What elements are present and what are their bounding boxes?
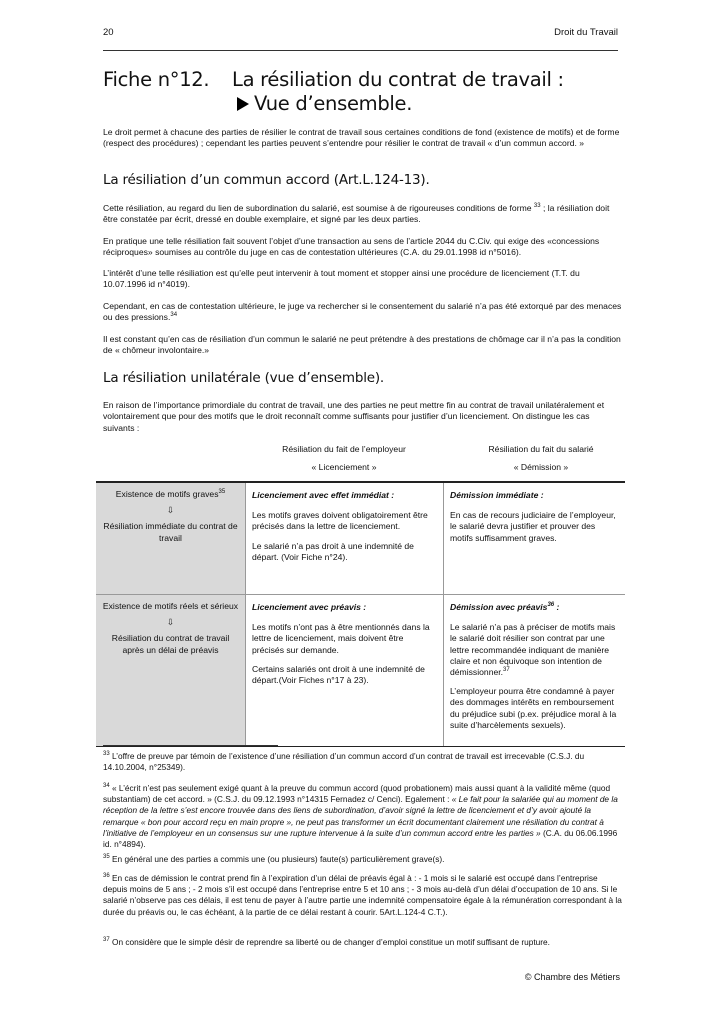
header-rule <box>103 50 618 51</box>
cell-licenciement-preavis: Licenciement avec préavis : Les motifs n’ont pas à être mentionnés dans la lettre de licenciement, mais doivent être précisés sur demande. Certains salariés ont droit à une indemnité de départ.(Voir Fiches n°17 à 23). <box>246 595 444 747</box>
footnote-34: $^{34}$ « L’écrit n’est pas seulement exigé quant à la preuve du commun accord (quod probationem) mais aussi quant à la validité même (quod substantiam) de cet accord. » (C.S.J. du 09.12.1993 n°14315 Fernadez c/ Cenci). Egalement : « Le fait pour la salariée qui au moment de la réception de la lettre s’est encore trouvée dans des liens de subordination, d’avoir signé la lettre de licenciement et d’y avoir ajouté la remarque « bon pour accord reçu en main propre », ne peut pas transformer un écrit documentant clairement une résiliation du contrat à l’initiative de l’employeur en un consensus sur une rupture intervenue à la suite d’un commun accord entre les parties » (C.A. du 06.06.1996 id. n°4894). <box>103 783 618 850</box>
paragraph: En raison de l’importance primordiale du contrat de travail, une des parties ne peut mettre fin au contrat de travail unilatéralement et volontairement que pour des motifs que le droit reconnaît comme suffisants pour justifier d’un licenciement. On distingue les cas suivants : <box>103 400 605 433</box>
column-header-employer: Résiliation du fait de l’employeur <box>282 444 406 454</box>
footnote-36: $^{36}$ En cas de démission le contrat prend fin à l’expiration d’un délai de préavis égal à : - 1 mois si le salarié est occupé dans l’entreprise depuis moins de 5 ans ; - 2 mois s’il est occupé dans l’entreprise entre 5 et 10 ans ; - 3 mois au-delà d’un délai d’occupation de 10 ans. Si le salarié n’observe pas ces délais, il est tenu de payer à l’autre partie une indemnité compensatoire égale à la rémunération correspondant à la durée du préavis ou, le cas échéant, à la partie de ce délai restant à courir. 5Art.L.124-4 C.T.). <box>103 873 622 917</box>
subtitle-text: Vue d’ensemble. <box>254 92 413 115</box>
paragraph: Il est constant qu’en cas de résiliation d’un commun le salarié ne peut prétendre à des prestations de chômage car il n’a pas la condition de « chômeur involontaire.» <box>103 334 621 356</box>
cell-licenciement-immediat: Licenciement avec effet immédiat : Les motifs graves doivent obligatoirement être précisés dans la lettre de licenciement. Le salarié n’a pas droit à une indemnité de départ. (Voir Fiche n°24). <box>246 482 444 595</box>
running-title: Droit du Travail <box>554 27 618 38</box>
row-label-motifs-reels: Existence de motifs réels et sérieux ⇩ Résiliation du contrat de travail après un délai de préavis <box>96 595 246 747</box>
intro-paragraph: Le droit permet à chacune des parties de résilier le contrat de travail sous certaines conditions de fond (existence de motifs) et de forme (respect des procédures) ; cependant les parties peuvent s’entendre pour résilier le contrat de travail « d’un commun accord. » <box>103 127 620 149</box>
column-header-employee: Résiliation du fait du salarié <box>488 444 594 454</box>
paragraph: L’intérêt d’une telle résiliation est qu’elle peut intervenir à tout moment et stopper ainsi une procédure de licenciement (T.T. du 10.07.1996 id n°4019). <box>103 268 580 290</box>
page-subtitle <box>237 92 412 115</box>
page-title: La résiliation du contrat de travail : <box>232 68 564 91</box>
column-subheader-employer: « Licenciement » <box>311 462 377 472</box>
page-number: 20 <box>103 27 114 38</box>
section-heading-commun-accord: La résiliation d’un commun accord (Art.L.124-13). <box>103 172 430 188</box>
cell-demission-preavis: Démission avec préavis$^{36}$ : Le salarié n’a pas à préciser de motifs mais le salarié doit résilier son contrat par une lettre recommandée indiquant de manière claire et non équivoque son intention de démissionner.$^{37}$ L’employeur pourra être condamné à payer des dommages intérêts en remboursement du préjudice subi (p.ex. préjudice moral à la suite d’harcèlements sexuels). <box>444 595 626 747</box>
paragraph: Cette résiliation, au regard du lien de subordination du salarié, est soumise à de rigoureuses conditions de forme $^{33}$ ; la résiliation doit être constatée par écrit, dressé en double exemplaire, et signé par les deux parties. <box>103 203 610 225</box>
paragraph: En pratique une telle résiliation fait souvent l’objet d’une transaction au sens de l’article 2044 du C.Civ. qui exige des «concessions réciproques» soumises au contrôle du juge en cas de contestation ultérieures (C.A. du 29.01.1998 id n°5016). <box>103 236 600 258</box>
footnote-35: $^{35}$ En général une des parties a commis une (ou plusieurs) faute(s) particulièrement grave(s). <box>103 854 445 864</box>
cell-demission-immediate: Démission immédiate : En cas de recours judiciaire de l’employeur, le salarié devra justifier et prouver des motifs suffisamment graves. <box>444 482 626 595</box>
column-subheader-employee: « Démission » <box>513 462 569 472</box>
fiche-number: Fiche n°12. <box>103 68 210 91</box>
section-heading-unilaterale: La résiliation unilatérale (vue d’ensemble). <box>103 370 385 386</box>
right-triangle-icon <box>237 97 249 111</box>
row-label-motifs-graves: Existence de motifs graves$^{35}$ ⇩ Résiliation immédiate du contrat de travail <box>96 482 246 595</box>
footnote-33: $^{33}$ L’offre de preuve par témoin de l’existence d’une résiliation d’un commun accord d’un contrat de travail est irrecevable (C.S.J. du 14.10.2004, n°25349). <box>103 751 585 773</box>
down-arrow-icon: ⇩ <box>166 617 175 628</box>
table-row <box>96 595 625 747</box>
page-footer: © Chambre des Métiers <box>524 972 620 982</box>
footnote-ref: 33 <box>533 203 541 210</box>
resiliation-table <box>96 481 625 747</box>
table-row <box>96 482 625 595</box>
footnote-rule <box>103 745 278 746</box>
footnote-37: $^{37}$ On considère que le simple désir de reprendre sa liberté ou de changer d’emploi constitue un motif suffisant de rupture. <box>103 937 550 947</box>
down-arrow-icon: ⇩ <box>166 505 175 516</box>
footnote-ref: 34 <box>170 312 178 319</box>
paragraph: Cependant, en cas de contestation ultérieure, le juge va rechercher si le consentement du salarié n’a pas été extorqué par des menaces ou des pressions.$^{34}$ <box>103 301 622 323</box>
